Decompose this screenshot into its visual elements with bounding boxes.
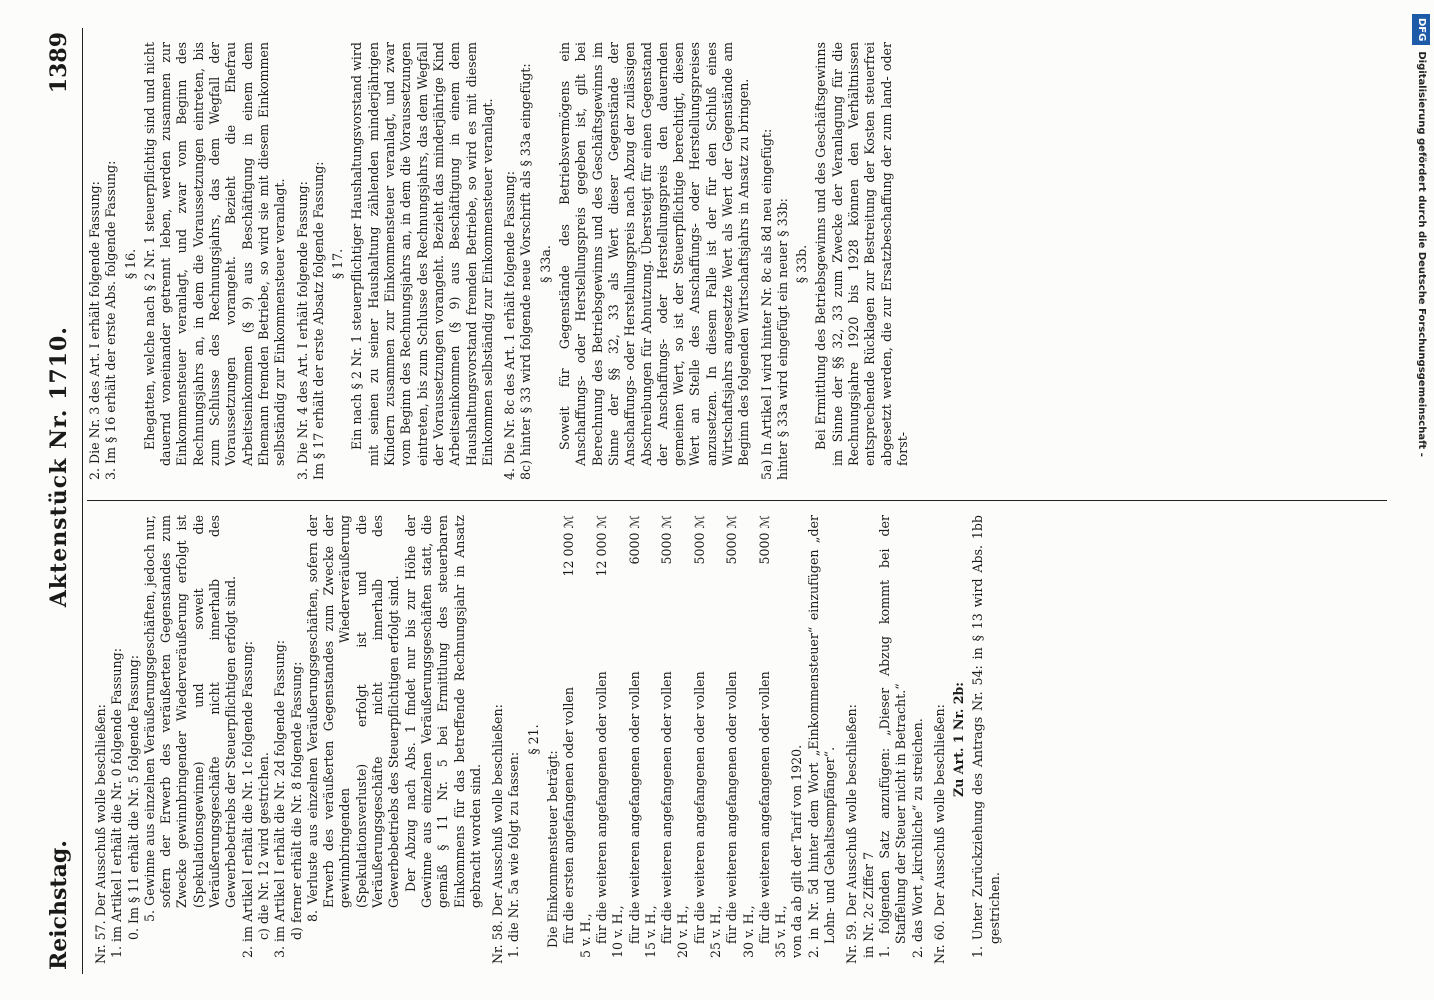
item: 0. Im § 11 erhält die Nr. 5 folgende Fassung:: [125, 655, 141, 940]
item: 8. Verluste aus einzelnen Veräußerungsgeschäften, sofern der Erwerb des veräußerten Gegenstandes zum Zwecke der gewinnbringenden Wiederveräußerung (Spekulationsverluste) erfolgt ist und die Veräußerungsgeschäfte nicht innerhalb des Gewerbebetriebs des Steuerpflichtigen erfolgt sind.: [304, 515, 402, 922]
tax-rate: 30 v. H.,: [740, 905, 756, 958]
rotated-document-page: [40, 0, 1434, 990]
section-heading: Zu Art. 1 Nr. 2b:: [951, 682, 967, 797]
credit-text: Digitalisierung gefördert durch die Deutsche Forschungsgemeinschaft -: [1416, 51, 1427, 457]
running-head: [46, 28, 83, 974]
paragraph: Soweit für Gegenstände des Betriebsvermögens ein Anschaffungs- oder Herstellungspreis gegeben ist, gilt bei Berechnung des Betriebsgewinns und des Geschäftsgewinns im Sinne der §§ 32, 33 als Wert dieser Gegenstände der Anschaffungs- oder Herstellungspreis nach Abzug der zulässigen Abschreibungen für Abnutzung. Übersteigt für einen Gegenstand der Anschaffungs- oder Herstellungspreis den dauernden gemeinen Wert, so ist der Steuerpflichtige berechtigt, diesen Wert an Stelle des Anschaffungs- oder Herstellungspreises anzusetzen. In diesem Falle ist der für den Schluß eines Wirtschaftsjahrs angesetzte Wert als Wert der Gegenstände am Beginn des folgenden Wirtschaftsjahrs in Ansatz zu bringen.: [557, 42, 752, 466]
motion-58-heading: Nr. 58. Der Ausschuß wolle beschließen:: [490, 704, 506, 964]
dfg-logo: DFG: [1412, 14, 1430, 45]
motion-60-heading: Nr. 60. Der Ausschuß wolle beschließen:: [931, 704, 947, 964]
item: 1. im Artikel I erhält die Nr. 0 folgende Fassung:: [109, 648, 125, 958]
header-left: Reichstag.: [46, 840, 72, 970]
tax-row: für die weiteren angefangenen oder vollen 5000 ℳ: [691, 515, 707, 944]
item: 1. folgenden Satz anzufügen: „Dieser Abzug kommt bei der Staffelung der Steuer nicht in Betracht.“: [876, 515, 909, 958]
tax-rate: 25 v. H.,: [707, 905, 723, 958]
item: in Nr. 2c Ziffer 7: [860, 851, 876, 958]
motion-57-heading: Nr. 57. Der Ausschuß wolle beschließen:: [93, 704, 108, 964]
item: 5. Gewinne aus einzelnen Veräußerungsgeschäften, jedoch nur, sofern der Erwerb des veräußerten Gegenstandes zum Zwecke gewinnbringender Wiederveräußerung erfolgt ist (Spekulationsgewinne) und soweit die Veräußerungsgeschäfte nicht innerhalb des Gewerbebetriebs der Steuerpflichtigen erfolgt sind.: [141, 515, 239, 922]
digitization-credit: [1414, 6, 1432, 996]
section-heading: § 33a.: [537, 245, 553, 283]
item: d) ferner erhält die Nr. 8 folgende Fassung:: [288, 661, 304, 940]
tax-row: für die ersten angefangenen oder vollen 12 000 ℳ: [561, 515, 577, 944]
item: 2. in Nr. 5d hinter dem Wort „Einkommensteuer“ einzufügen „der Lohn- und Gehaltsempfänger“.: [805, 515, 838, 958]
item: 2. im Artikel I erhält die Nr. 1c folgende Fassung:: [239, 640, 255, 958]
paragraph: Bei Ermittlung des Betriebsgewinns und des Geschäftsgewinns im Sinne der §§ 32, 33 zum Zwecke der Veranlagung für die Rechnungsjahre 1920 bis 1928 können den Verhältnissen entsprechende Rücklagen zur Bestreitung der Kosten steuerfrei abgesetzt werden, die zur Ersatzbeschaffung der zum land- oder forst-: [813, 42, 910, 466]
item: c) die Nr. 12 wird gestrichen.: [255, 752, 271, 940]
tax-rate: 10 v. H.,: [610, 905, 626, 958]
item: 2. das Wort „kirchliche“ zu streichen.: [909, 718, 925, 958]
tax-row: für die weiteren angefangenen oder vollen 5000 ℳ: [659, 515, 675, 944]
item: 5a) In Artikel I wird hinter Nr. 8c als 8d neu eingefügt:: [758, 128, 774, 480]
tax-row: für die weiteren angefangenen oder vollen 5000 ℳ: [724, 515, 740, 944]
left-column: [87, 501, 1387, 974]
header-title: Aktenstück Nr. 1710.: [46, 326, 72, 608]
tax-rate: 35 v. H.,: [773, 905, 789, 958]
tax-rate: 15 v. H.,: [642, 905, 658, 958]
paragraph: Ein nach § 2 Nr. 1 steuerpflichtiger Haushaltungsvorstand wird mit seinen zu seiner Haushaltung zählenden minderjährigen Kindern zusammen zur Einkommensteuer veranlagt, und zwar vom Beginn des Rechnungsjahrs an, in dem die Voraussetzungen eintreten, bis zum Schlusse des Rechnungsjahrs, das dem Wegfall der Voraussetzungen vorangeht. Bezieht das minderjährige Kind Arbeitseinkommen (§ 9) aus Beschäftigung in einem dem Haushaltungsvorstand fremden Betriebe, so wird es mit diesem Einkommen selbständig zur Einkommensteuer veranlagt.: [349, 42, 495, 466]
paragraph: Die Einkommensteuer beträgt:: [545, 750, 561, 948]
text-columns: [87, 28, 1387, 974]
tax-row: für die weiteren angefangenen oder vollen 12 000 ℳ: [593, 515, 609, 944]
item: 4. Die Nr. 8c des Art. 1 erhält folgende Fassung:: [502, 171, 518, 480]
section-heading: § 17.: [330, 248, 346, 280]
section-heading: § 21.: [525, 724, 541, 755]
tax-table: [561, 515, 805, 964]
tax-row: für die weiteren angefangenen oder vollen 5000 ℳ: [756, 515, 772, 944]
motion-59-heading: Nr. 59. Der Ausschuß wolle beschließen:: [844, 704, 860, 964]
section-heading: § 33b.: [794, 244, 810, 284]
item: 8c) hinter § 33 wird folgende neue Vorschrift als § 33a eingefügt:: [518, 63, 534, 480]
tax-rate: 20 v. H.,: [675, 905, 691, 958]
item: 2. Die Nr. 3 des Art. I erhält folgende Fassung:: [87, 181, 102, 480]
tax-row: für die weiteren angefangenen oder vollen 6000 ℳ: [626, 515, 642, 944]
page-number: 1389: [46, 32, 72, 94]
tax-tail: von da ab gilt der Tarif von 1920.: [789, 744, 805, 958]
paragraph: Ehegatten, welche nach § 2 Nr. 1 steuerpflichtig sind und nicht dauernd voneinander getrennt leben, werden zusammen zur Einkommensteuer veranlagt, und zwar vom Beginn des Rechnungsjahrs an, in dem die Voraussetzungen eintreten, bis zum Schlusse des Rechnungsjahrs, das dem Wegfall der Voraussetzungen vorangeht. Bezieht die Ehefrau Arbeitseinkommen (§ 9) aus Beschäftigung in einem dem Ehemann fremden Betriebe, so wird sie mit diesem Einkommen selbständig zur Einkommensteuer veranlagt.: [141, 42, 288, 466]
right-column: [87, 28, 1387, 501]
item: Im § 17 erhält der erste Absatz folgende Fassung:: [310, 161, 326, 480]
section-heading: § 16.: [122, 248, 138, 280]
item: 3. im Artikel I erhält die Nr. 2d folgende Fassung:: [272, 639, 288, 958]
paragraph: Der Abzug nach Abs. 1 findet nur bis zur Höhe der Gewinne aus einzelnen Veräußerungsgeschäften statt, die gemäß § 11 Nr. 5 bei Ermittlung des steuerbaren Einkommens für das betreffende Rechnungsjahr in Ansatz gebracht worden sind.: [402, 515, 483, 908]
item: 3. Im § 16 erhält der erste Abs. folgende Fassung:: [103, 160, 119, 480]
item: hinter § 33a wird eingefügt ein neuer § 33b:: [774, 198, 790, 480]
item: 1. Unter Zurückziehung des Antrags Nr. 54: in § 13 wird Abs. 1bb gestrichen.: [970, 515, 1002, 958]
item: 3. Die Nr. 4 des Art. I erhält folgende Fassung:: [294, 181, 310, 480]
item: 1. die Nr. 5a wie folgt zu fassen:: [506, 751, 522, 958]
tax-rate: 5 v. H.,: [577, 913, 593, 958]
